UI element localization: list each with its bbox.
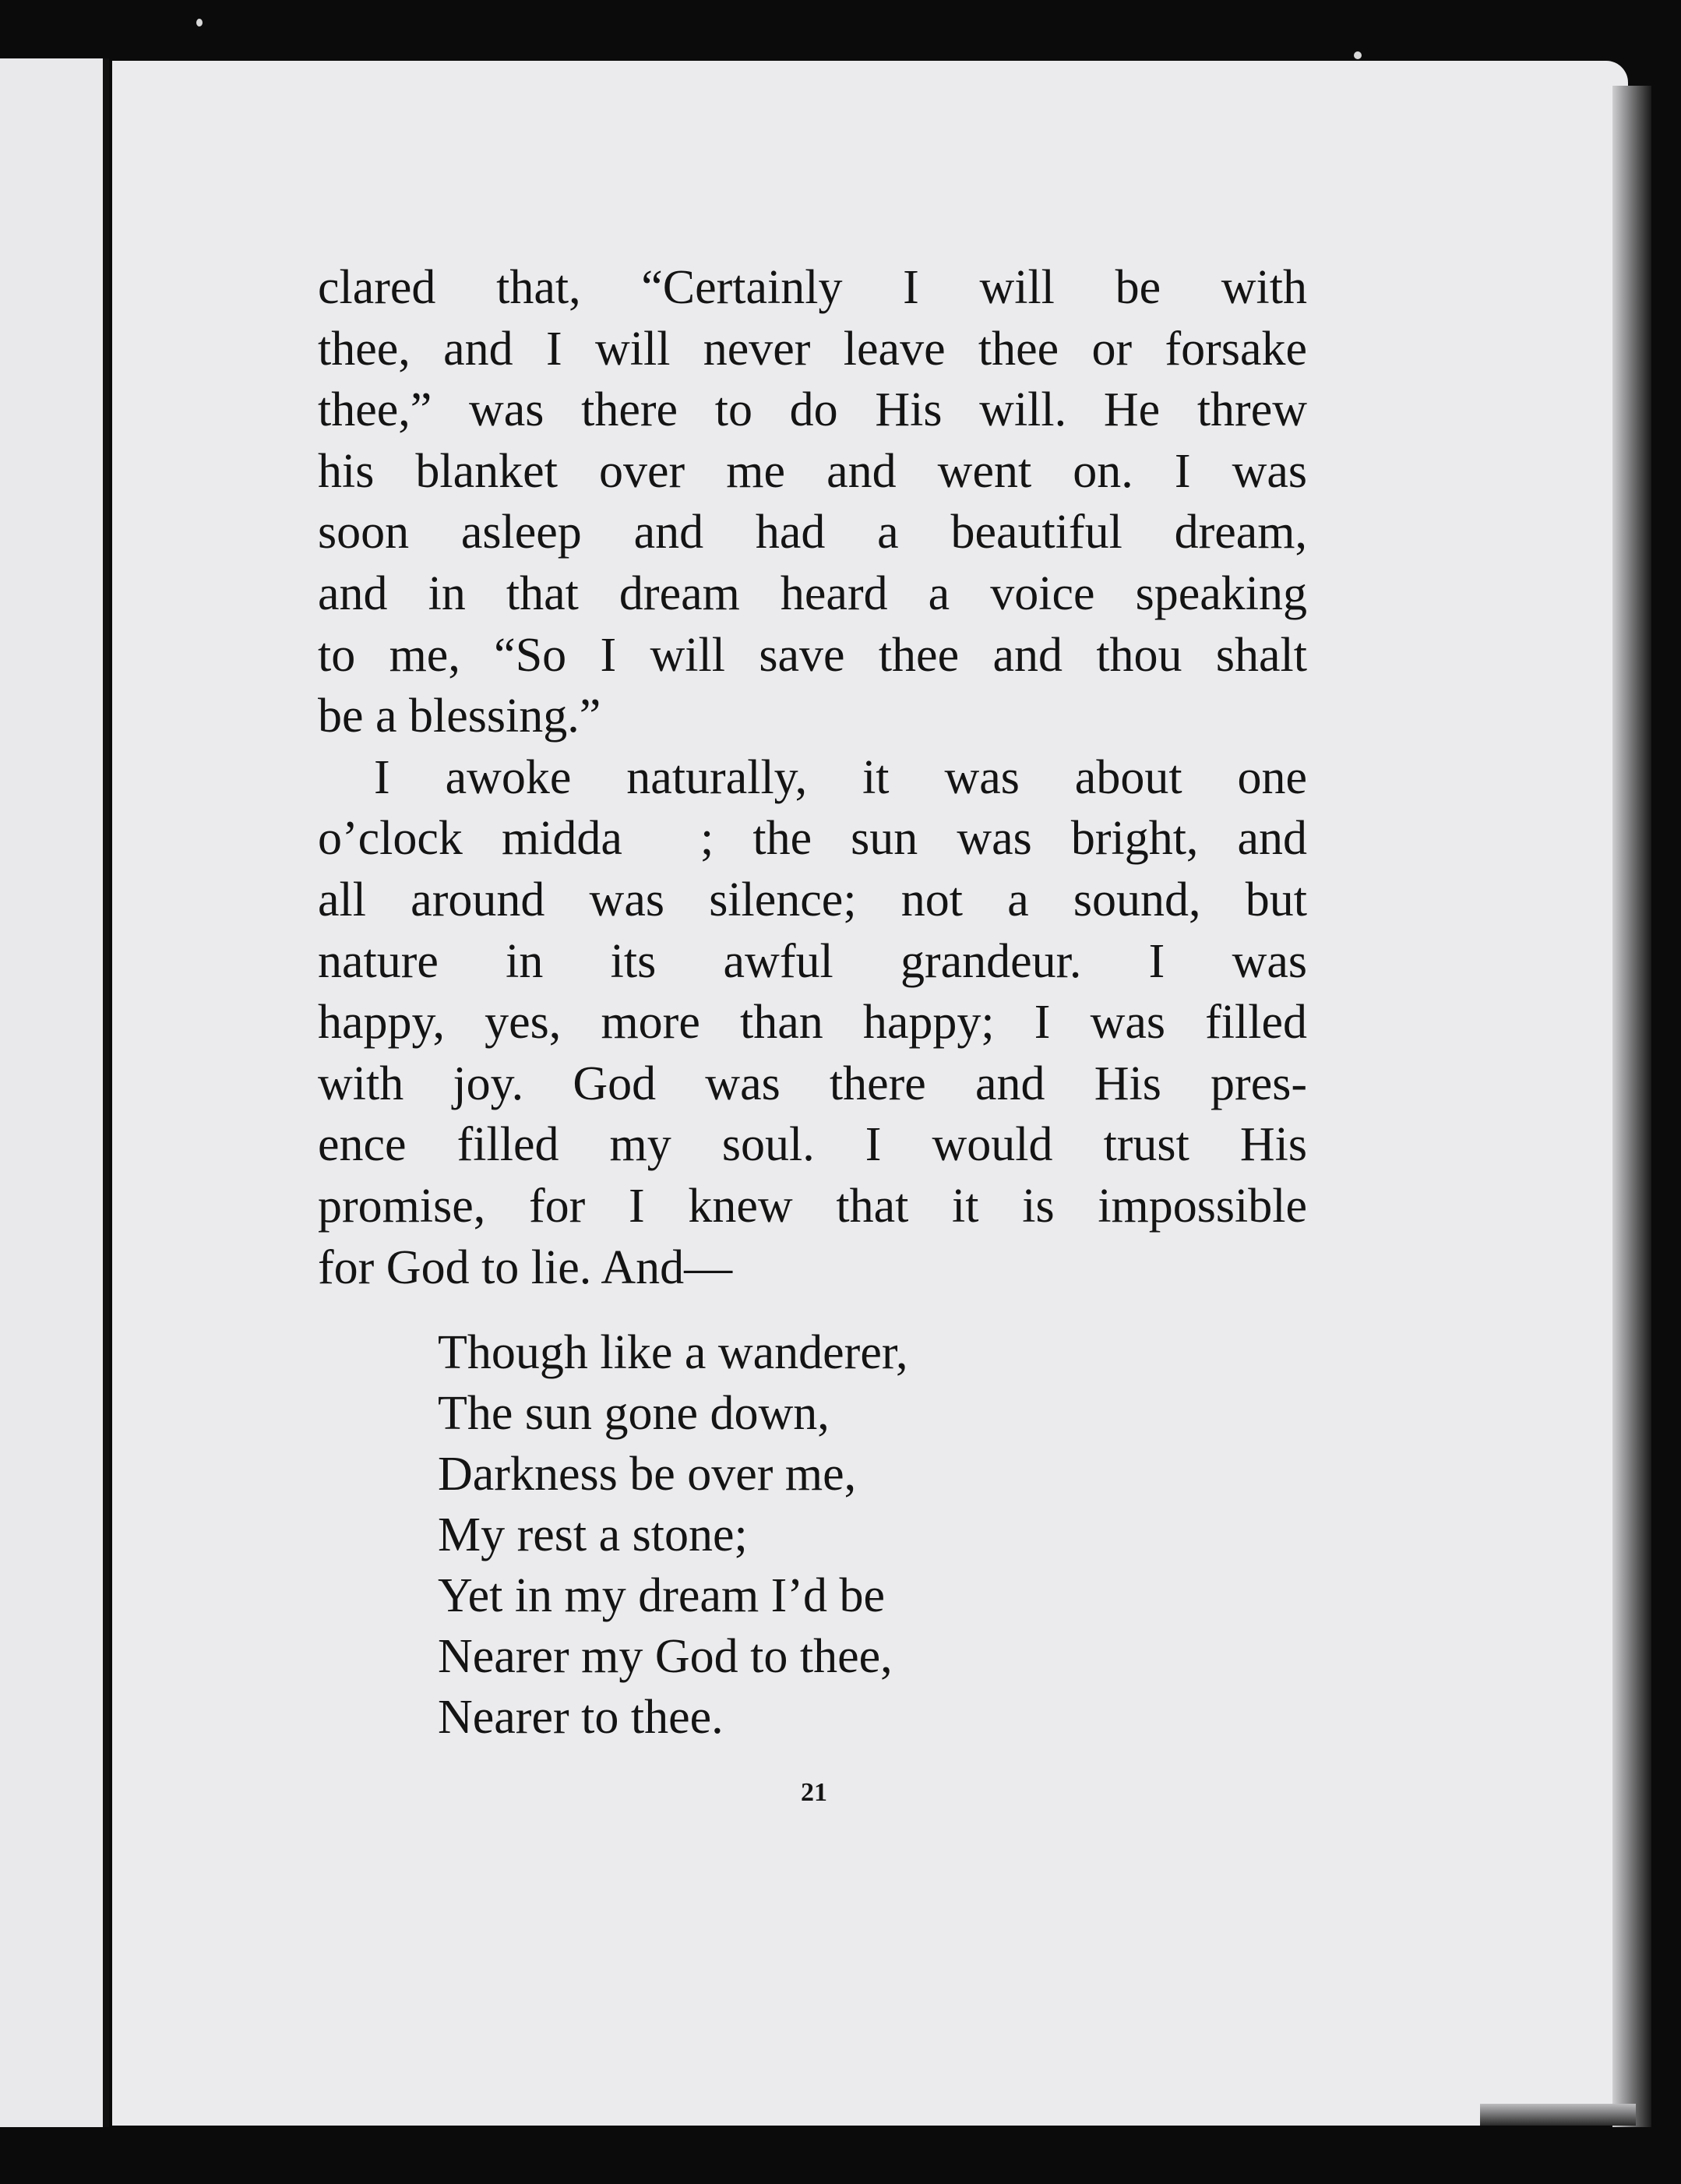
page-edge-shadow [1612, 86, 1651, 2127]
poem-line: Nearer my God to thee, [438, 1630, 893, 1683]
text-line: o’clock midda ; the sun was bright, and [318, 812, 1307, 866]
scan-speck [1354, 51, 1362, 59]
text-line: be a blessing.” [318, 690, 601, 743]
text-line: and in that dream heard a voice speaking [318, 566, 1307, 620]
text-line: with joy. God was there and His pres- [318, 1057, 1307, 1110]
text-line: I awoke naturally, it was about one [374, 750, 1307, 804]
text-line: to me, “So I will save thee and thou shalt [318, 628, 1307, 682]
poem-line: The sun gone down, [438, 1387, 830, 1440]
body-text [318, 257, 1307, 1298]
text-line: his blanket over me and went on. I was [318, 444, 1307, 498]
text-line: clared that, “Certainly I will be with [318, 261, 1307, 314]
poem-line: Nearer to thee. [438, 1691, 724, 1744]
text-line: thee, and I will never leave thee or forsake [318, 322, 1307, 376]
poem-line: Yet in my dream I’d be [438, 1569, 885, 1622]
text-line: ence filled my soul. I would trust His [318, 1118, 1307, 1172]
poem-line: Though like a wanderer, [438, 1326, 908, 1379]
text-line: promise, for I knew that it is impossible [318, 1179, 1307, 1233]
page-corner-shadow [1480, 2104, 1636, 2126]
text-line: for God to lie. And— [318, 1240, 733, 1294]
text-line: thee,” was there to do His will. He threw [318, 383, 1307, 437]
text-line: happy, yes, more than happy; I was filled [318, 996, 1307, 1050]
page-number: 21 [801, 1778, 827, 1807]
poem-line: Darkness be over me, [438, 1448, 857, 1501]
scan-speck [196, 19, 203, 26]
text-line: nature in its awful grandeur. I was [318, 934, 1307, 988]
left-page-margin [0, 58, 109, 2127]
text-line: all around was silence; not a sound, but [318, 873, 1307, 926]
paragraph [318, 257, 1307, 747]
book-gutter [103, 58, 109, 2127]
text-line: soon asleep and had a beautiful dream, [318, 506, 1307, 559]
poem-line: My rest a stone; [438, 1508, 748, 1561]
poem-stanza [438, 1322, 908, 1748]
paragraph [318, 747, 1307, 1298]
